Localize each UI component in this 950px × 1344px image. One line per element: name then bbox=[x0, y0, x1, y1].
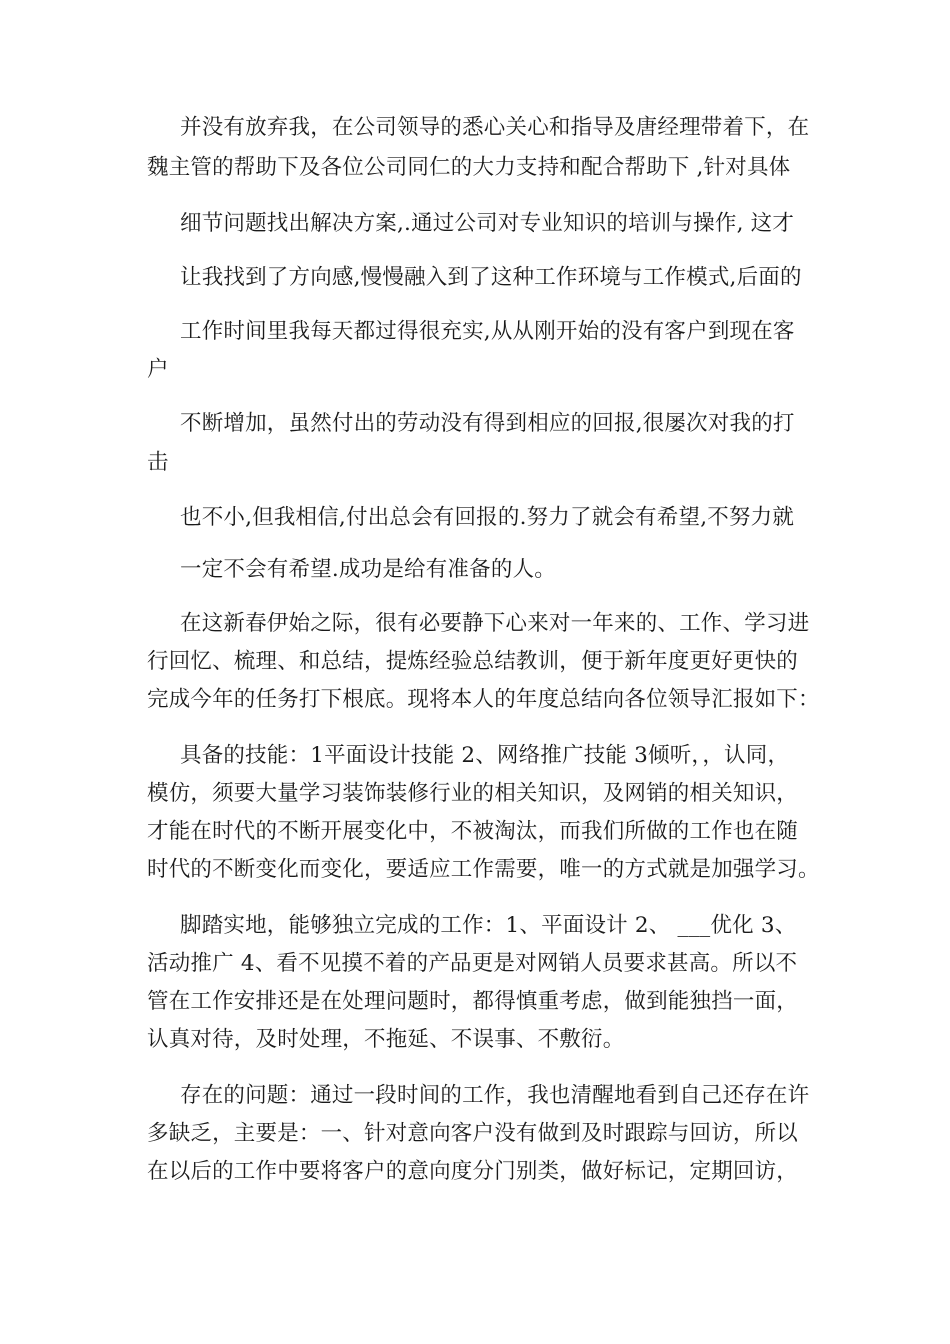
text-line-10: 一定不会有希望.成功是给有准备的人。 bbox=[180, 557, 556, 582]
text-line-8: 击 bbox=[147, 450, 169, 475]
text-line-7: 不断增加，虽然付出的劳动没有得到相应的回报,很屡次对我的打 bbox=[180, 411, 795, 436]
text-line-18: 脚踏实地，能够独立完成的工作：1、平面设计 2、 ___优化 3、 bbox=[180, 913, 797, 938]
text-line-9: 也不小,但我相信,付出总会有回报的.努力了就会有希望,不努力就 bbox=[180, 505, 795, 530]
text-line-22: 存在的问题：通过一段时间的工作，我也清醒地看到自己还存在许 bbox=[180, 1083, 810, 1108]
text-line-1: 并没有放弃我，在公司领导的悉心关心和指导及唐经理带着下，在 bbox=[180, 115, 810, 140]
text-line-15: 模仿，须要大量学习装饰装修行业的相关知识，及网销的相关知识， bbox=[147, 781, 799, 806]
text-line-14: 具备的技能：1平面设计技能 2、网络推广技能 3倾听，，认同， bbox=[180, 743, 790, 768]
text-line-12: 行回忆、梳理、和总结，提炼经验总结教训，便于新年度更好更快的 bbox=[147, 649, 799, 674]
text-line-13: 完成今年的任务打下根底。现将本人的年度总结向各位领导汇报如下： bbox=[147, 687, 820, 712]
text-line-11: 在这新春伊始之际，很有必要静下心来对一年来的、工作、学习进 bbox=[180, 611, 810, 636]
text-line-21: 认真对待，及时处理，不拖延、不误事、不敷衍。 bbox=[147, 1027, 625, 1052]
text-line-16: 才能在时代的不断开展变化中，不被淘汰，而我们所做的工作也在随 bbox=[147, 819, 799, 844]
text-line-5: 工作时间里我每天都过得很充实,从从刚开始的没有客户到现在客 bbox=[180, 319, 795, 344]
text-line-4: 让我找到了方向感,慢慢融入到了这种工作环境与工作模式,后面的 bbox=[180, 265, 802, 290]
text-line-24: 在以后的工作中要将客户的意向度分门别类，做好标记，定期回访， bbox=[147, 1159, 799, 1184]
text-line-6: 户 bbox=[147, 357, 169, 382]
text-line-20: 管在工作安排还是在处理问题时，都得慎重考虑，做到能独挡一面， bbox=[147, 989, 799, 1014]
text-line-2: 魏主管的帮助下及各位公司同仁的大力支持和配合帮助下 ,针对具体 bbox=[147, 155, 791, 180]
text-line-3: 细节问题找出解决方案,.通过公司对专业知识的培训与操作, 这才 bbox=[180, 211, 795, 236]
text-line-19: 活动推广 4、看不见摸不着的产品更是对网销人员要求甚高。所以不 bbox=[147, 951, 798, 976]
text-line-23: 多缺乏，主要是：一、针对意向客户没有做到及时跟踪与回访，所以 bbox=[147, 1121, 799, 1146]
text-line-17: 时代的不断变化而变化，要适应工作需要，唯一的方式就是加强学习。 bbox=[147, 857, 820, 882]
